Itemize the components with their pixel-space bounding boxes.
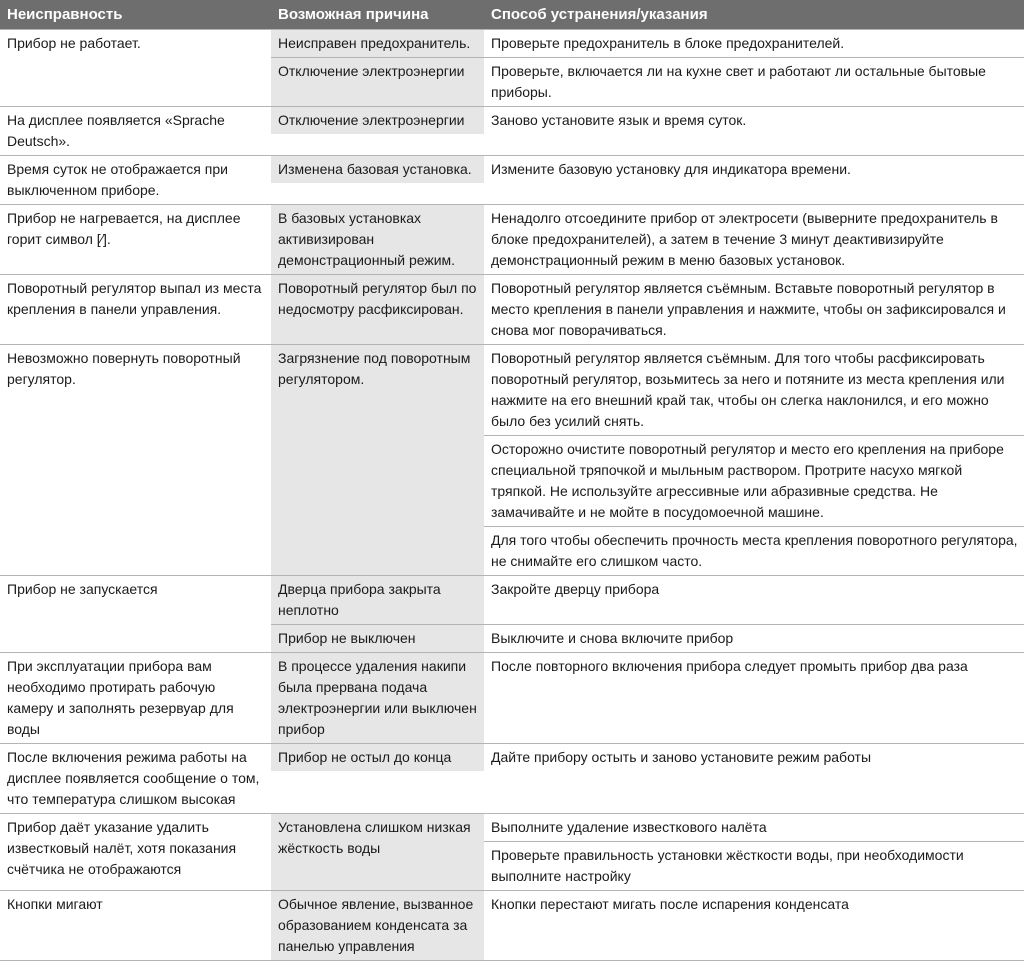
cause-cell: Прибор не выключен <box>271 625 484 652</box>
cause-cell: Дверца прибора закрыта неплотно <box>271 576 484 624</box>
remedy-text: Проверьте, включается ли на кухне свет и работают ли остальные бытовые приборы. <box>491 63 986 100</box>
cause-cell: В базовых установках активизирован демонстрационный режим. <box>271 205 484 274</box>
remedy-text: Выключите и снова включите прибор <box>491 630 734 646</box>
fault-cell: Прибор не нагревается, на дисплее горит символ [⁄]. <box>7 210 241 247</box>
fault-cell: Время суток не отображается при выключенном приборе. <box>7 161 228 198</box>
fault-cell: После включения режима работы на дисплее появляется сообщение о том, что температура слишком высокая <box>7 749 260 807</box>
table-header <box>0 0 1024 29</box>
remedy-text: Осторожно очистите поворотный регулятор и место его крепления на приборе специальной тряпочкой и мыльным раствором. Протрите насухо мягкой тряпкой. Не используйте агрессивные или абразивные средства. Не замачивайте и не мойте в посудомоечной машине. <box>484 435 1024 526</box>
cause-cell: Изменена базовая установка. <box>271 156 484 183</box>
cause-cell: Обычное явление, вызванное образованием конденсата за панелью управления <box>271 891 484 960</box>
fault-cell: Кнопки мигают <box>7 896 103 912</box>
table-row <box>0 652 1024 743</box>
table-row <box>0 575 1024 652</box>
fault-cell: Прибор не запускается <box>7 581 158 597</box>
remedy-text: Кнопки перестают мигать после испарения конденсата <box>491 896 849 912</box>
remedy-text: Поворотный регулятор является съёмным. Для того чтобы расфиксировать поворотный регулятор, возьмитесь за него и потяните из места крепления или нажмите на его внешний край так, чтобы он слегка наклонился, и его можно было без усилий снять. <box>491 350 1005 429</box>
table-body <box>0 29 1024 961</box>
remedy-text: Выполните удаление известкового налёта <box>491 819 767 835</box>
cause-cell: Поворотный регулятор был по недосмотру расфиксирован. <box>271 275 484 344</box>
cause-cell: Отключение электроэнергии <box>271 58 484 106</box>
table-row <box>0 29 1024 106</box>
table-row <box>0 274 1024 344</box>
cause-cell: Загрязнение под поворотным регулятором. <box>271 345 484 575</box>
fault-cell: Прибор не работает. <box>7 35 141 51</box>
fault-cell: При эксплуатации прибора вам необходимо протирать рабочую камеру и заполнять резервуар для воды <box>7 658 234 737</box>
fault-cell: На дисплее появляется «Sprache Deutsch». <box>7 112 225 149</box>
fault-cell: Невозможно повернуть поворотный регулятор. <box>7 350 241 387</box>
table-row <box>0 344 1024 575</box>
fault-cell: Прибор даёт указание удалить известковый налёт, хотя показания счётчика не отображаются <box>7 819 237 877</box>
cause-cell: Отключение электроэнергии <box>271 107 484 134</box>
cause-cell: Прибор не остыл до конца <box>271 744 484 771</box>
table-row <box>0 204 1024 274</box>
table-row <box>0 106 1024 155</box>
header-remedy: Способ устранения/указания <box>491 6 708 23</box>
remedy-text: Дайте прибору остыть и заново установите режим работы <box>491 749 872 765</box>
remedy-text: Проверьте предохранитель в блоке предохранителей. <box>491 35 845 51</box>
remedy-text: Измените базовую установку для индикатора времени. <box>491 161 851 177</box>
header-cause: Возможная причина <box>278 6 429 23</box>
remedy-text: Закройте дверцу прибора <box>491 581 660 597</box>
table-row <box>0 813 1024 890</box>
remedy-text: Для того чтобы обеспечить прочность места крепления поворотного регулятора, не снимайте его слишком часто. <box>484 526 1024 575</box>
cause-cell: Установлена слишком низкая жёсткость воды <box>271 814 484 890</box>
remedy-text: Проверьте правильность установки жёсткости воды, при необходимости выполните настройку <box>484 841 1024 890</box>
fault-cell: Поворотный регулятор выпал из места крепления в панели управления. <box>7 280 262 317</box>
table-row <box>0 890 1024 961</box>
header-fault: Неисправность <box>7 6 123 23</box>
cause-cell: В процессе удаления накипи была прервана подача электроэнергии или выключен прибор <box>271 653 484 743</box>
table-row <box>0 743 1024 813</box>
cause-cell: Неисправен предохранитель. <box>271 30 484 57</box>
table-row <box>0 155 1024 204</box>
remedy-text: Ненадолго отсоедините прибор от электросети (выверните предохранитель в блоке предохранителей), а затем в течение 3 минут деактивизируйте демонстрационный режим в меню базовых установок. <box>491 210 998 268</box>
remedy-text: Заново установите язык и время суток. <box>491 112 747 128</box>
remedy-text: После повторного включения прибора следует промыть прибор два раза <box>491 658 968 674</box>
remedy-text: Поворотный регулятор является съёмным. Вставьте поворотный регулятор в место крепления в панели управления и нажмите, чтобы он зафиксировался и снова мог поворачиваться. <box>491 280 1006 338</box>
